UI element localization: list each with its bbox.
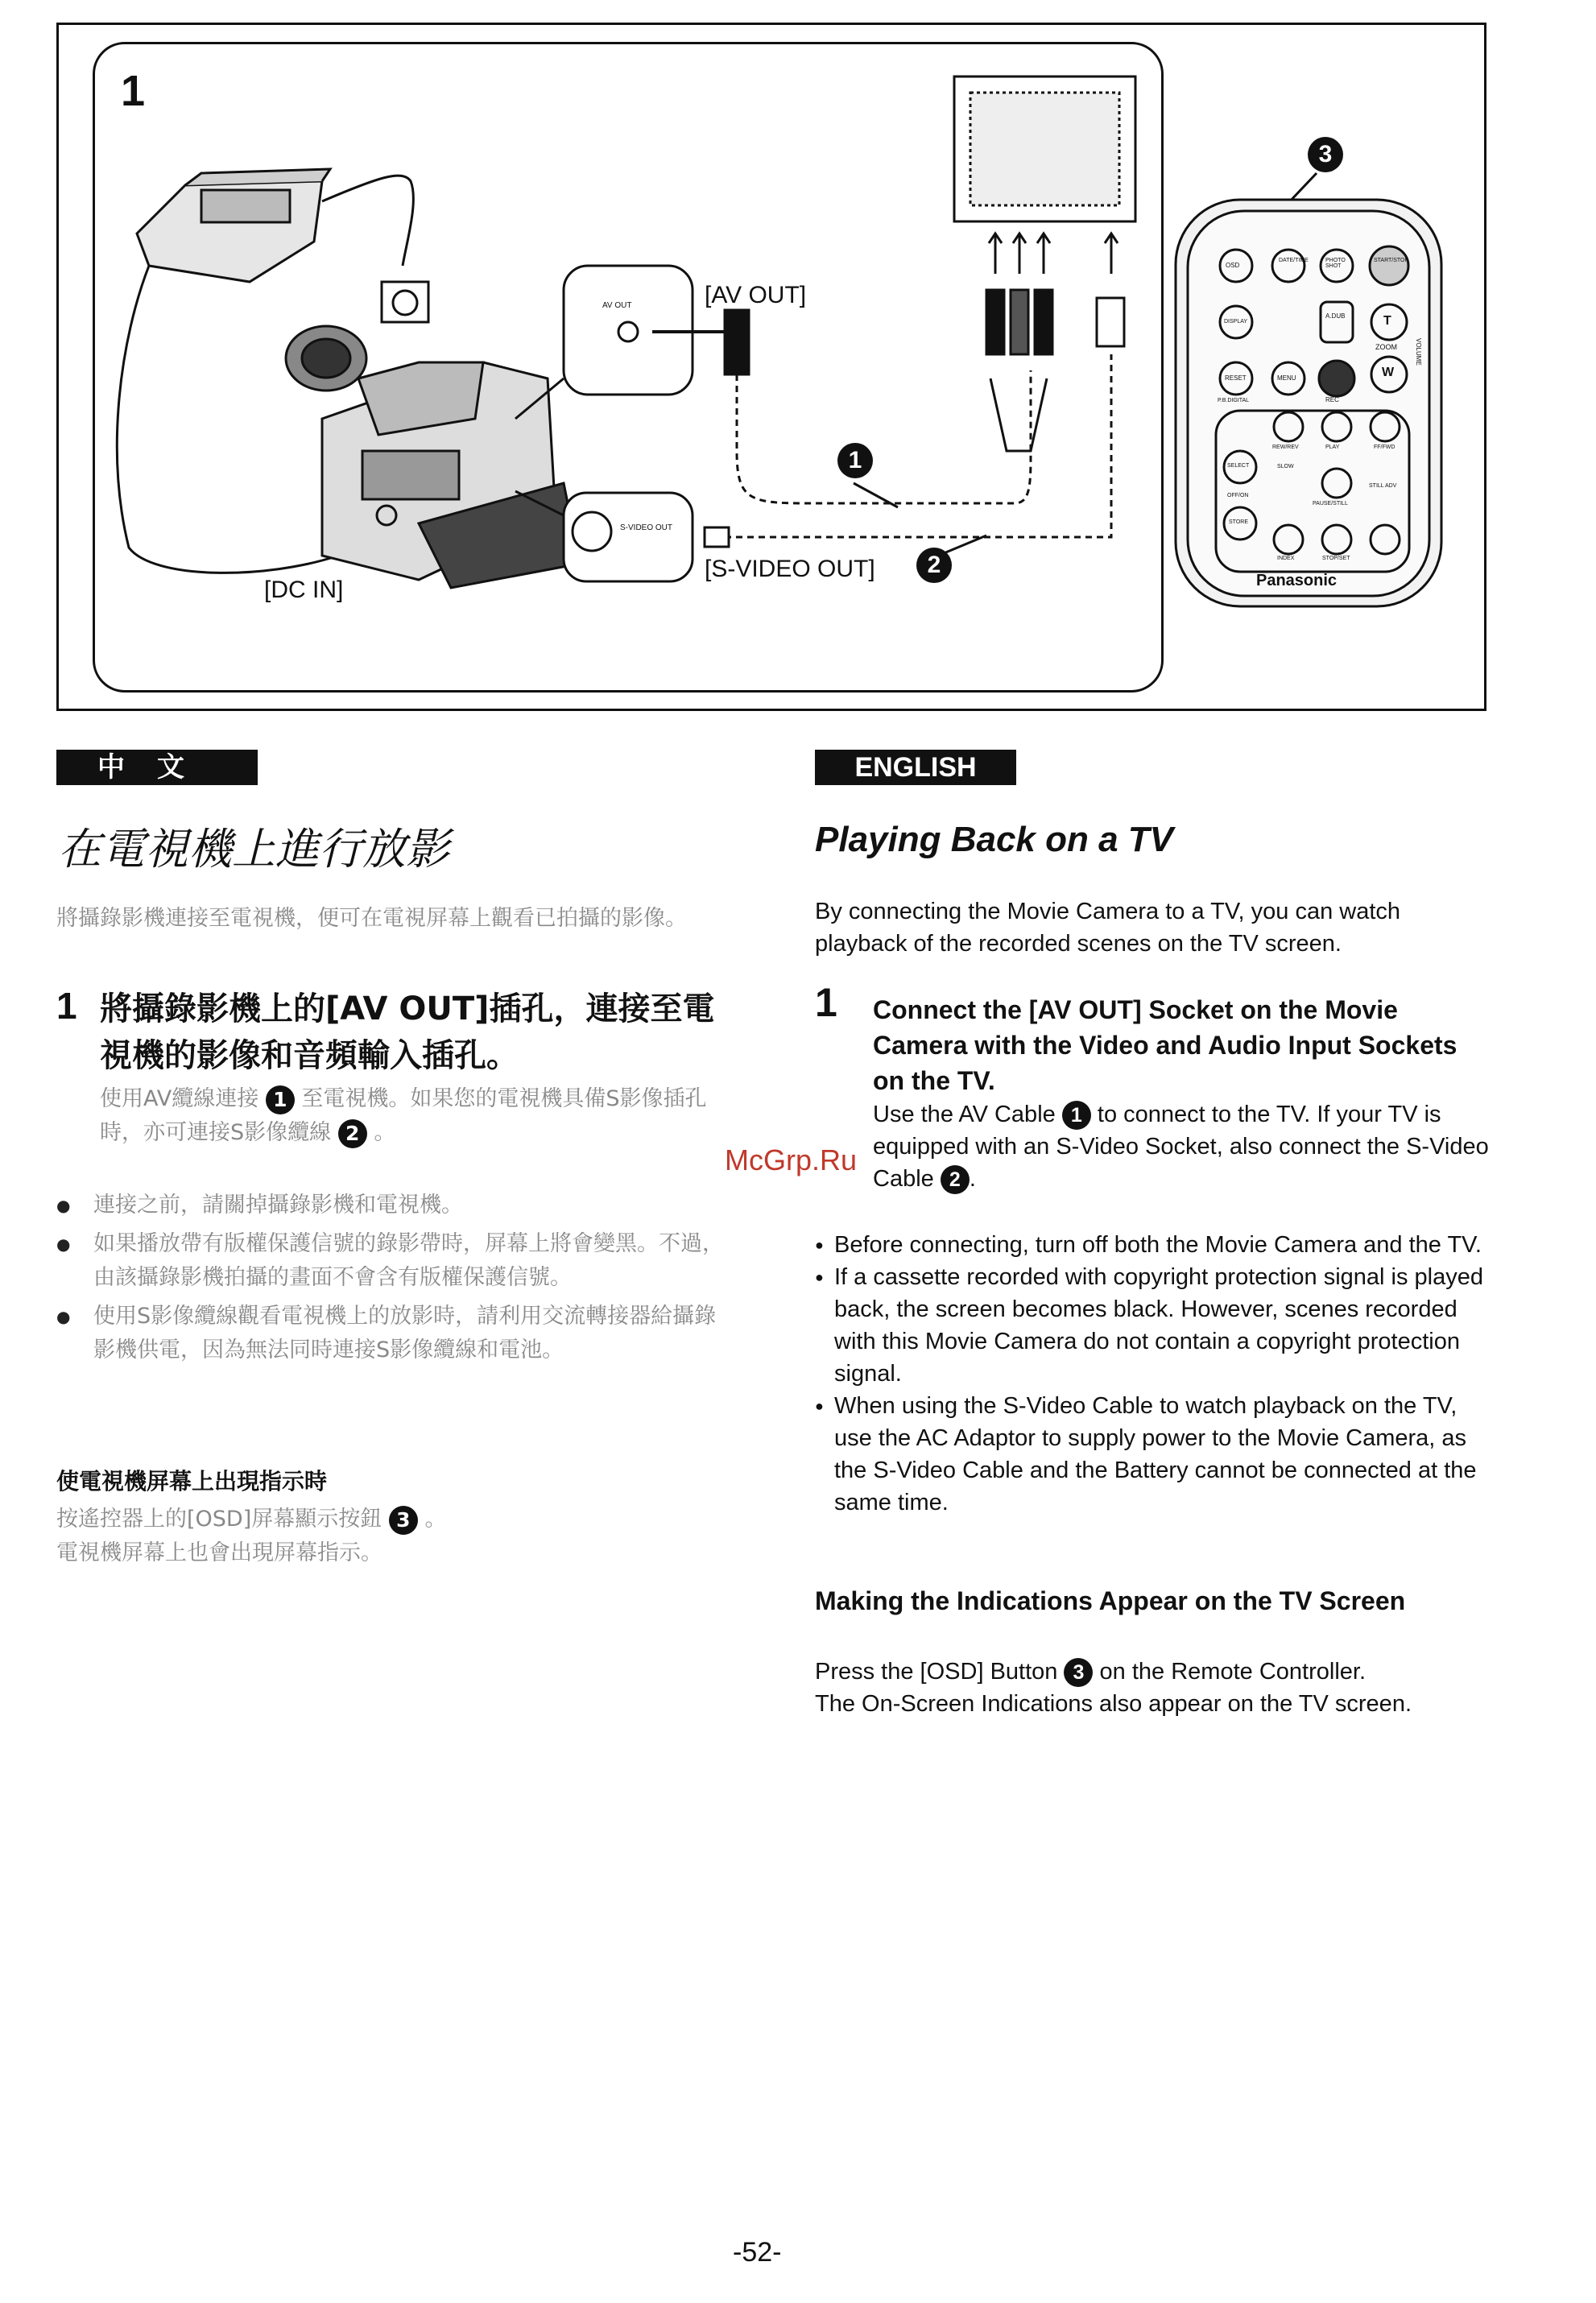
remote-label-display: DISPLAY	[1224, 319, 1248, 325]
chinese-step-body-after: 。	[374, 1120, 396, 1145]
chinese-note: ● 使用S影像纜線觀看電視機上的放影時，請利用交流轉接器給攝錄影機供電，因為無法同時連接S影像纜線和電池。	[56, 1300, 725, 1367]
callout-osd-button: 3	[1308, 137, 1343, 172]
english-sub-body	[815, 1656, 1483, 1720]
english-sub-body-before: Press the [OSD] Button	[815, 1659, 1058, 1685]
remote-label-ff: FF/FWD	[1374, 444, 1395, 450]
english-intro: By connecting the Movie Camera to a TV, you can watch playback of the recorded scenes on the TV screen.	[815, 899, 1401, 957]
chinese-sub-body-after: 。	[424, 1507, 447, 1532]
chinese-notes-list	[56, 1189, 725, 1372]
s-video-out-label: [S-VIDEO OUT]	[705, 556, 875, 582]
watermark: McGrp.Ru	[725, 1143, 858, 1176]
remote-label-rec: REC	[1325, 396, 1339, 403]
english-sub-body-line2: The On-Screen Indications also appear on the TV screen.	[815, 1691, 1412, 1717]
chinese-sub-heading: 使電視機屏幕上出現指示時	[56, 1468, 328, 1495]
camcorder-illustration	[286, 326, 580, 588]
english-step-heading: Connect the [AV OUT] Socket on the Movie Camera with the Video and Audio Input Sockets on the TV.	[873, 995, 1457, 1095]
ac-adaptor-illustration	[137, 169, 330, 282]
english-note: ● Before connecting, turn off both the Movie Camera and the TV.	[815, 1229, 1483, 1261]
chinese-section-label: 中文	[56, 750, 258, 785]
remote-label-slow: SLOW	[1277, 464, 1294, 469]
remote-label-a-dub: A.DUB	[1325, 312, 1346, 320]
english-note: ● When using the S-Video Cable to watch playback on the TV, use the AC Adaptor to supply power to the Movie Camera, as the S-Video Cable and the Battery cannot be connected at the same time.	[815, 1390, 1483, 1519]
english-section-label: ENGLISH	[815, 750, 1016, 785]
av-out-label: [AV OUT]	[705, 282, 807, 308]
english-note: ● If a cassette recorded with copyright protection signal is played back, the screen becomes black. However, scenes recorded with this Movie Camera do not contain a copyright protection signal.	[815, 1261, 1483, 1390]
remote-label-zoom: ZOOM	[1375, 343, 1397, 351]
remote-label-off-on: OFF/ON	[1227, 493, 1249, 498]
remote-label-stop-set: STOP/SET	[1322, 556, 1350, 561]
callout-av-cable: 1	[837, 443, 873, 478]
chinese-intro: 將攝錄影機連接至電視機，便可在電視屏幕上觀看已拍攝的影像。	[56, 906, 687, 931]
callout-inline-s-video-cable: 2	[941, 1165, 970, 1194]
chinese-sub-body-before: 按遙控器上的[OSD]屏幕顯示按鈕	[56, 1507, 382, 1532]
english-title: Playing Back on a TV	[815, 820, 1174, 859]
chinese-step-body	[100, 1082, 728, 1150]
chinese-sub-body-line2: 電視機屏幕上也會出現屏幕指示。	[56, 1540, 382, 1565]
chinese-step-body-before: 使用AV纜線連接	[100, 1086, 259, 1111]
remote-label-photo-shot: PHOTO SHOT	[1325, 258, 1346, 269]
s-video-socket-zoom	[564, 493, 693, 581]
av-port-label: AV OUT	[602, 301, 632, 310]
remote-label-osd: OSD	[1226, 262, 1240, 269]
remote-label-pb-digital: P.B.DIGITAL	[1218, 398, 1250, 403]
english-sub-heading: Making the Indications Appear on the TV Screen	[815, 1586, 1406, 1615]
dc-cable	[117, 266, 338, 573]
english-sub-body-after: on the Remote Controller.	[1099, 1659, 1367, 1685]
remote-label-w: W	[1382, 366, 1395, 379]
callout-inline-osd: 3	[1064, 1658, 1093, 1687]
chinese-note: ● 連接之前，請關掉攝錄影機和電視機。	[56, 1189, 725, 1222]
remote-label-date-time: DATE/TIME	[1279, 258, 1309, 263]
english-step-body-after: .	[969, 1166, 976, 1192]
callout-s-video-cable: 2	[916, 548, 952, 583]
remote-label-store: STORE	[1229, 519, 1248, 525]
diagram-step-number: 1	[121, 67, 146, 115]
remote-label-index: INDEX	[1277, 556, 1295, 561]
chinese-step-number: 1	[56, 985, 77, 1027]
remote-brand: Panasonic	[1256, 572, 1338, 589]
callout-inline-s-video-cable: 2	[338, 1119, 367, 1148]
callout-inline-osd: 3	[389, 1506, 418, 1535]
diagram-illustration	[0, 0, 1596, 725]
s-video-cable	[725, 354, 1111, 537]
av-cable	[737, 370, 1031, 503]
english-step-body-before: Use the AV Cable	[873, 1102, 1056, 1127]
dc-in-label: [DC IN]	[264, 577, 344, 603]
power-cord	[322, 176, 413, 266]
english-step-body-middle: to connect to the TV. If your TV is equipped with an S-Video Socket, also connect the S-Video Cable	[873, 1102, 1489, 1192]
remote-label-reset: RESET	[1225, 374, 1247, 382]
remote-label-select: SELECT	[1227, 463, 1250, 469]
chinese-step-heading: 將攝錄影機上的[AV OUT]插孔，連接至電視機的影像和音頻輸入插孔。	[100, 990, 715, 1074]
remote-label-rew: REW/REV	[1272, 444, 1299, 450]
remote-label-volume: VOLUME	[1415, 338, 1422, 366]
callout-inline-av-cable: 1	[266, 1085, 295, 1114]
remote-label-menu: MENU	[1277, 374, 1296, 382]
callout-inline-av-cable: 1	[1062, 1101, 1091, 1130]
remote-label-start-stop: START/STOP	[1374, 258, 1409, 263]
english-step-number: 1	[815, 980, 837, 1025]
chinese-note: ● 如果播放帶有版權保護信號的錄影帶時，屏幕上將會變黑。不過，由該攝錄影機拍攝的畫面不會含有版權保護信號。	[56, 1227, 725, 1295]
chinese-sub-body	[56, 1503, 717, 1570]
remote-label-pause: PAUSE/STILL	[1313, 501, 1348, 506]
chinese-title: 在電視機上進行放影	[58, 824, 449, 874]
english-notes-list	[815, 1229, 1483, 1519]
remote-label-t: T	[1383, 314, 1391, 328]
english-step-body	[873, 1098, 1493, 1195]
svideo-port-label: S-VIDEO OUT	[620, 523, 673, 532]
remote-label-still-adv: STILL ADV	[1369, 483, 1397, 489]
chinese-step-body-middle: 至電視機。如果您的電視機具備S影像插孔時，亦可連接S影像纜線	[100, 1086, 707, 1145]
page-number: -52-	[733, 2237, 782, 2268]
remote-label-play: PLAY	[1325, 444, 1340, 450]
